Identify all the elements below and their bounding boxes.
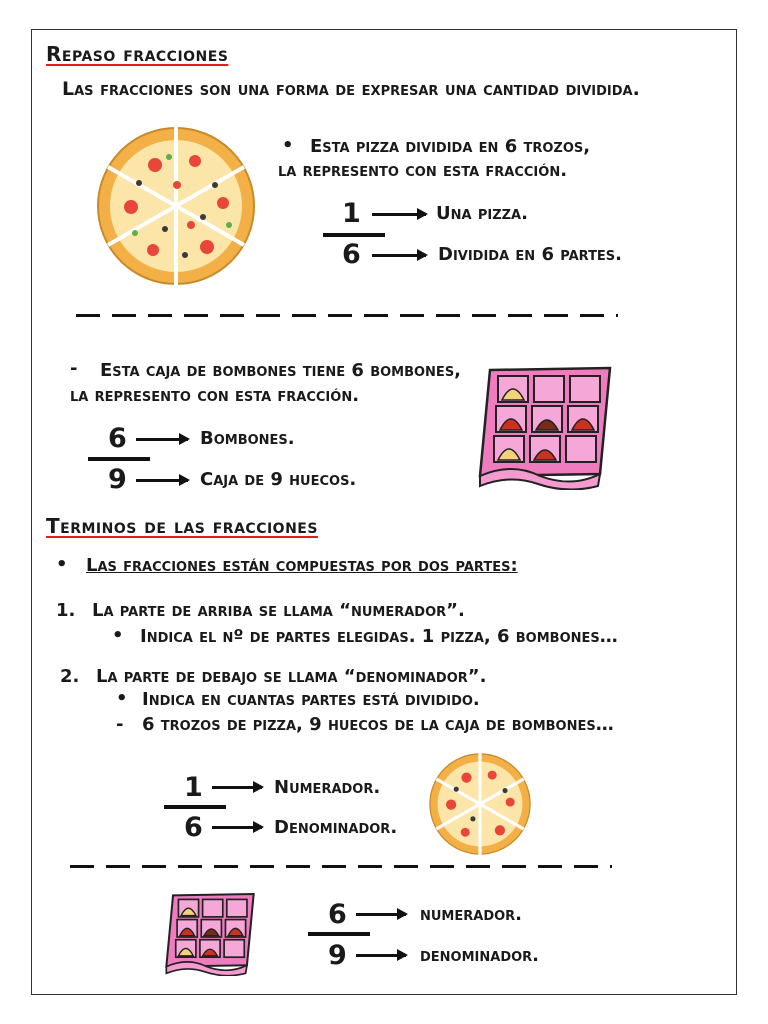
pizza-line-1: Esta pizza dividida en 6 trozos,: [310, 136, 591, 157]
arrow-icon: [212, 826, 262, 829]
denominator-label: Caja de 9 huecos.: [200, 469, 357, 490]
fraction-bar: [88, 457, 150, 461]
fraction-numerator: 6: [328, 899, 347, 930]
chocolate-box-illustration: [160, 890, 260, 976]
fraction-denominator: 9: [108, 464, 127, 495]
fraction-bar: [164, 805, 226, 809]
numerator-explanation: Indica el nº de partes elegidas. 1 pizza, 6 bombones…: [140, 626, 618, 647]
arrow-icon: [356, 913, 406, 916]
fraction-bar: [308, 932, 370, 936]
numerator-definition: La parte de arriba se llama “numerador”.: [92, 600, 465, 621]
box-line-2: la represento con esta fracción.: [70, 385, 360, 406]
bullet-dot: •: [282, 135, 294, 156]
chocolate-box-illustration: [472, 362, 618, 490]
denominator-label: Denominador.: [274, 817, 398, 838]
box-line-1: Esta caja de bombones tiene 6 bombones,: [100, 360, 462, 381]
dashed-divider: [76, 314, 618, 317]
fraction-numerator: 1: [184, 772, 203, 803]
pizza-slices: [98, 127, 254, 285]
bullet-dot: •: [112, 625, 124, 646]
fraction-denominator: 6: [342, 239, 361, 270]
denominator-definition: La parte de debajo se llama “denominador”.: [96, 666, 487, 687]
fraction-numerator: 6: [108, 423, 127, 454]
bullet-dot: •: [56, 554, 68, 575]
denominator-example: 6 trozos de pizza, 9 huecos de la caja de bombones…: [142, 714, 614, 735]
numerator-label: numerador.: [420, 904, 523, 925]
fraction-denominator: 9: [328, 940, 347, 971]
arrow-icon: [356, 954, 406, 957]
bullet-dot: •: [116, 688, 128, 709]
dashed-divider: [70, 865, 612, 868]
pizza-line-2: la represento con esta fracción.: [278, 160, 568, 181]
denominator-label: Dividida en 6 partes.: [438, 244, 623, 265]
arrow-icon: [136, 479, 188, 482]
fraction-bar: [323, 233, 385, 237]
arrow-icon: [372, 213, 426, 216]
arrow-icon: [212, 786, 262, 789]
section-title-repaso: Repaso fracciones: [46, 42, 229, 66]
arrow-icon: [136, 438, 188, 441]
denominator-label: denominador.: [420, 945, 540, 966]
numerator-label: Una pizza.: [436, 203, 528, 224]
intro-text: Las fracciones son una forma de expresar una cantidad dividida.: [62, 78, 640, 100]
fraction-numerator: 1: [342, 198, 361, 229]
bullet-dash: -: [70, 358, 78, 379]
list-number-1: 1.: [56, 600, 76, 621]
bullet-dash: -: [116, 714, 124, 735]
pizza-illustration: [95, 125, 257, 287]
numerator-label: Bombones.: [200, 428, 295, 449]
list-number-2: 2.: [60, 666, 80, 687]
numerator-label: Numerador.: [274, 777, 381, 798]
section-title-terminos: Terminos de las fracciones: [46, 514, 318, 538]
terms-intro: Las fracciones están compuestas por dos partes:: [86, 555, 518, 576]
pizza-illustration: [428, 752, 532, 856]
denominator-explanation: Indica en cuantas partes está dividido.: [142, 689, 480, 710]
fraction-denominator: 6: [184, 812, 203, 843]
arrow-icon: [372, 254, 426, 257]
